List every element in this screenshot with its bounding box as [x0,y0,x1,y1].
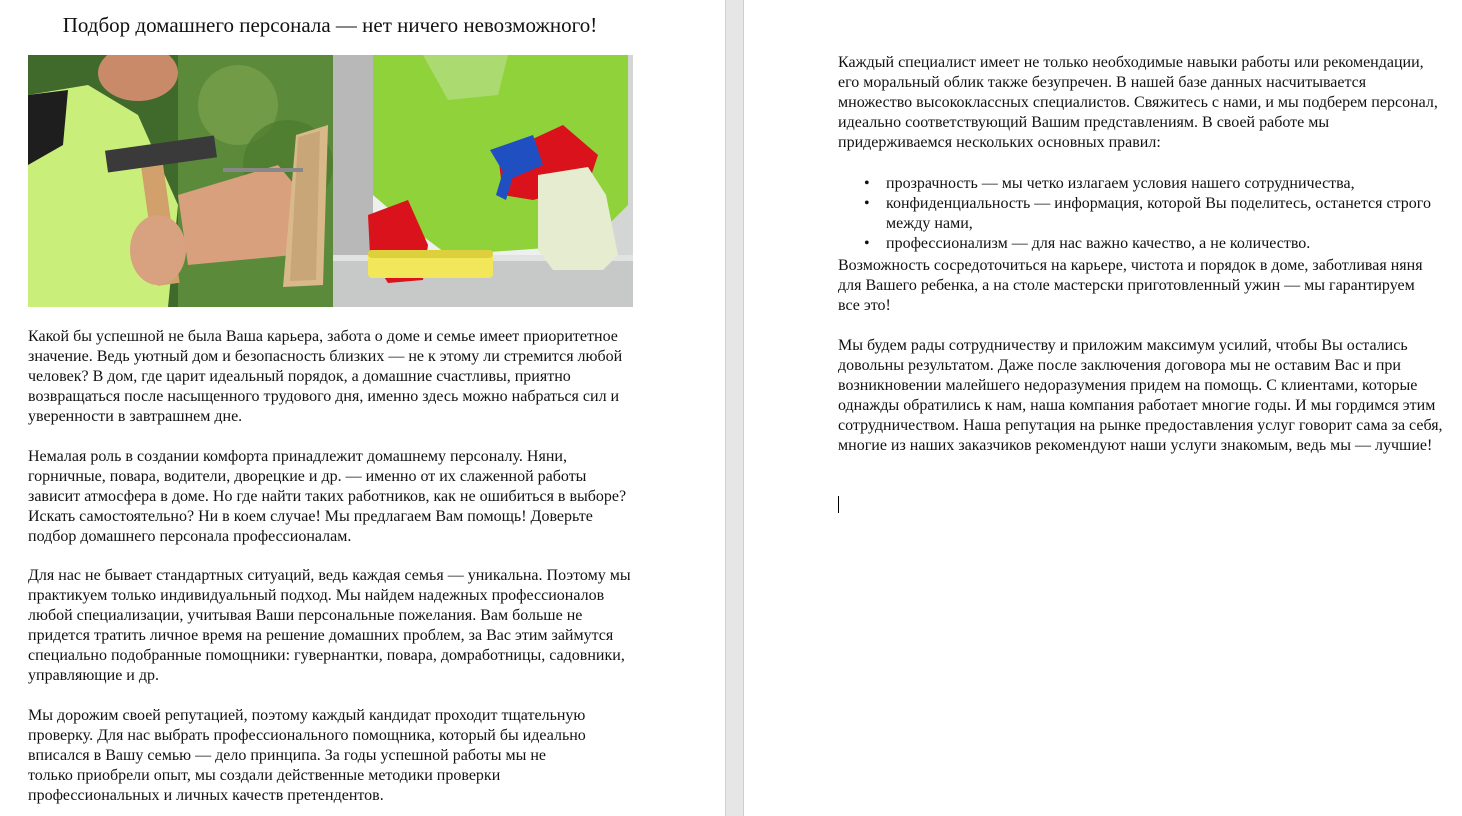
after-list-paragraph: Возможность сосредоточиться на карьере, чистота и порядок в доме, заботливая няня для Вашего ребенка, а на столе мастерски приготовленный ужин — мы гарантируем все это! [838,257,1423,314]
paragraph-1: Какой бы успешной не была Ваша карьера, забота о доме и семье имеет приоритетное значение. Ведь уютный дом и безопасность близких — не к этому ли стремится любой человек? В дом, где царит идеальный порядок, а домашние счастливы, приятно возвращаться после насыщенного трудового дня, именно здесь можно набраться сил и уверенности в завтрашнем дне. [28,328,623,425]
list-item [864,174,1446,194]
list-item [864,234,1446,254]
rules-bullet-list [838,174,1446,254]
page-divider-left [725,0,726,816]
paragraph-3: Для нас не бывает стандартных ситуаций, ведь каждая семья — уникальна. Поэтому мы практикуем только индивидуальный подход. Мы найдем надежных профессионалов любой специализации, учитывая Ваши персональные пожелания. Вам больше не придется тратить личное время на решение домашних проблем, за Вас этим займутся специально подобранные помощники: гувернантки, повара, домработницы, садовники, управляющие и др. [28,567,631,684]
text-cursor[interactable] [838,496,839,513]
bullet-icon: • [864,235,870,252]
document-title: Подбор домашнего персонала — нет ничего невозможного! [62,13,598,37]
paragraph-2: Немалая роль в создании комфорта принадлежит домашнему персоналу. Няни, горничные, повара, водители, дворецкие и др. — именно от их слаженной работы зависит атмосфера в доме. Но где найти таких работников, как не ошибиться в выборе? Искать самостоятельно? Ни в коем случае! Мы предлагаем Вам помощь! Доверьте подбор домашнего персонала профессионалам. [28,448,627,545]
bullet-icon: • [864,195,870,212]
list-item-text: профессионализм — для нас важно качество, а не количество. [886,235,1311,252]
closing-paragraph: Мы будем рады сотрудничеству и приложим максимум усилий, чтобы Вы остались довольны результатом. Даже после заключения договора мы не оставим Вас и при возникновении малейшего недоразумения придем на помощь. С клиентами, которые однажды обратились к нам, наша компания работает многие годы. И мы гордимся этим сотрудничеством. Наша репутация на рынке предоставления услуг говорит сама за себя, многие из наших заказчиков рекомендуют наши услуги знакомым, ведь мы — лучшие! [838,337,1443,454]
document-page-left [0,0,725,816]
bullet-icon: • [864,175,870,192]
list-item-text: прозрачность — мы четко излагаем условия нашего сотрудничества, [886,175,1355,192]
list-item-text: конфиденциальность — информация, которой Вы поделитесь, останется строго между нами, [886,195,1431,232]
list-item [864,194,1446,234]
paragraph-4: Мы дорожим своей репутацией, поэтому каждый кандидат проходит тщательную проверку. Для нас выбрать профессионального помощника, который бы идеально вписался в Вашу семью — дело принципа. За годы успешной работы мы не только приобрели опыт, мы создали действенные методики проверки профессиональных и личных качеств претендентов. [28,707,586,804]
photo-collage-image [28,55,633,307]
right-intro-paragraph: Каждый специалист имеет не только необходимые навыки работы или рекомендации, его моральный облик также безупречен. В нашей базе данных насчитывается множество высококлассных специалистов. Свяжитесь с нами, и мы подберем персонал, идеально соответствующий Вашим представлениям. В своей работе мы придерживаемся нескольких основных правил: [838,54,1438,151]
hero-photo [28,55,633,307]
